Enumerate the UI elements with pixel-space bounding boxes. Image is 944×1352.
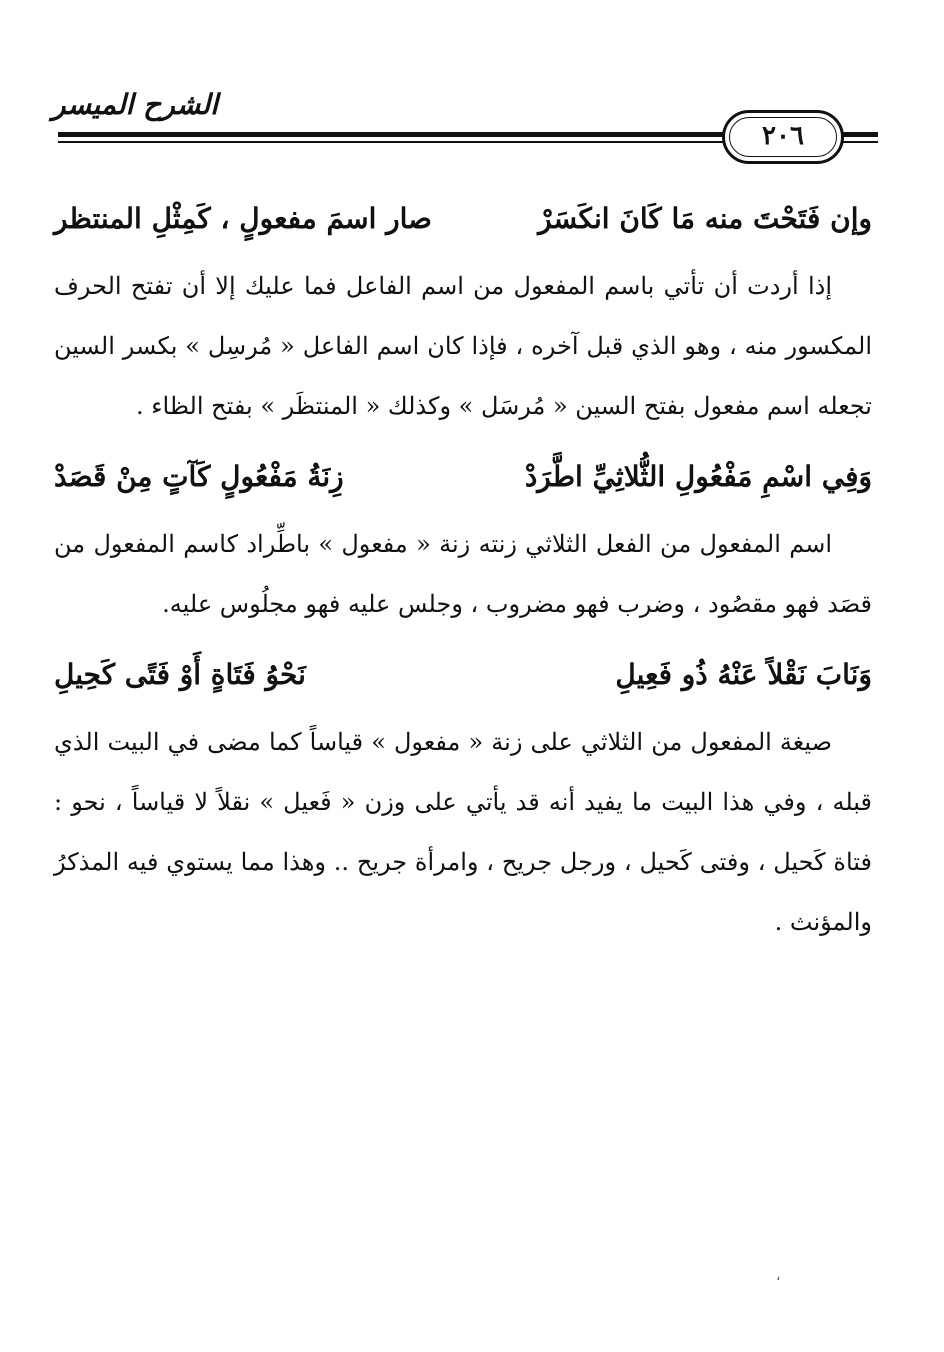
- page-body: [54, 190, 872, 952]
- commentary-paragraph-2: اسم المفعول من الفعل الثلاثي زنته زنة « مفعول » باطِّراد كاسم المفعول من قصَد فهو مقصُود ، وضرب فهو مضروب ، وجلس عليه فهو مجلُوس عليه.: [54, 530, 872, 618]
- running-title: الشرح الميسر: [52, 88, 218, 121]
- verse-2: [54, 448, 872, 506]
- verse-3: [54, 646, 872, 704]
- footer-mark: ،: [776, 1268, 781, 1284]
- page-number-ornament: [722, 110, 844, 164]
- commentary-paragraph-1: إذا أردت أن تأتي باسم المفعول من اسم الفاعل فما عليك إلا أن تفتح الحرف المكسور منه ، وهو الذي قبل آخره ، فإذا كان اسم الفاعل « مُرسِل » بكسر السين تجعله اسم مفعول بفتح السين « مُرسَل » وكذلك « المنتظَر » بفتح الظاء .: [54, 272, 872, 420]
- commentary-paragraph-3: صيغة المفعول من الثلاثي على زنة « مفعول » قياساً كما مضى في البيت الذي قبله ، وفي هذا البيت ما يفيد أنه قد يأتي على وزن « فَعيل » نقلاً لا قياساً ، نحو : فتاة كَحيل ، وفتى كَحيل ، ورجل جريح ، وامرأة جريح .. وهذا مما يستوي فيه المذكرُ والمؤنث .: [54, 728, 872, 936]
- verse-3-first-hemistich: وَنَابَ نَقْلاً عَنْهُ ذُو فَعِيلِ: [615, 658, 872, 691]
- verse-1-second-hemistich: صار اسمَ مفعولٍ ، كَمِثْلِ المنتظر: [54, 202, 432, 235]
- verse-1: [54, 190, 872, 248]
- verse-2-second-hemistich: زِنَةُ مَفْعُولٍ كَآتٍ مِنْ قَصَدْ: [54, 460, 344, 493]
- verse-3-second-hemistich: نَحْوُ فَتَاةٍ أَوْ فَتًى كَحِيلِ: [54, 658, 306, 691]
- page-number: ٢٠٦: [762, 121, 804, 151]
- verse-1-first-hemistich: وإن فَتَحْتَ منه مَا كَانَ انكَسَرْ: [538, 202, 872, 235]
- verse-2-first-hemistich: وَفِي اسْمِ مَفْعُولِ الثُّلاثِيِّ اطَّرَدْ: [524, 460, 872, 493]
